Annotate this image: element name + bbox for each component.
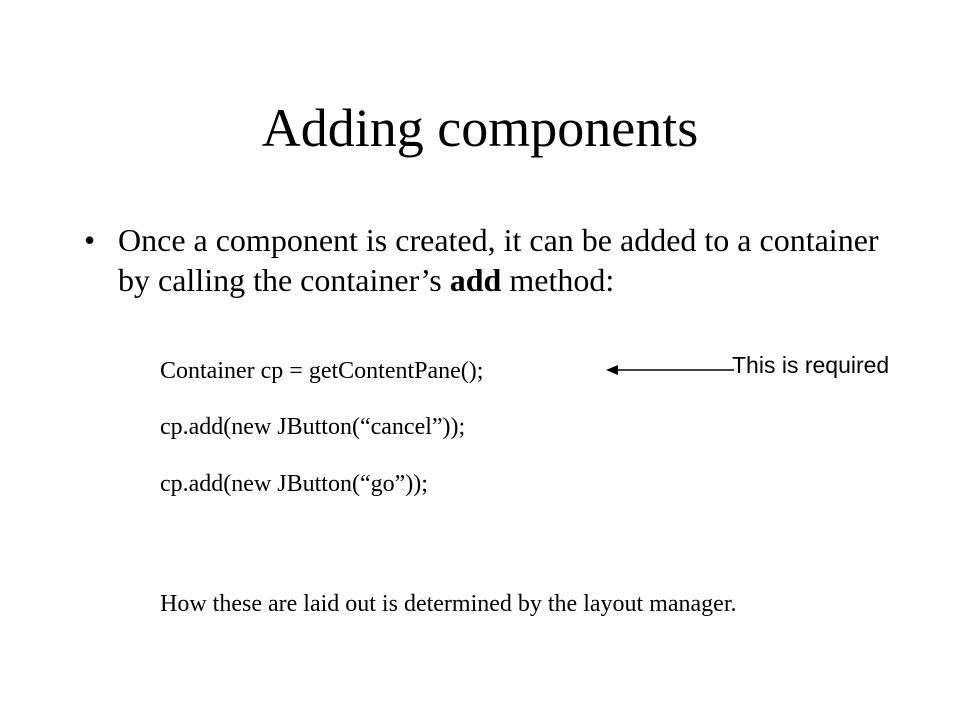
bullet-text-after: method:: [501, 262, 615, 298]
bullet-text-before: Once a component is created, it can be added to a container by calling the container’s: [118, 222, 879, 298]
code-line: cp.add(new JButton(“go”));: [160, 471, 428, 497]
code-line: cp.add(new JButton(“cancel”));: [160, 414, 466, 440]
bullet-text: [118, 220, 904, 300]
layout-note: How these are laid out is determined by the layout manager.: [160, 591, 737, 617]
bullet-icon: •: [84, 222, 96, 258]
slide-title: Adding components: [261, 98, 699, 158]
bullet-bold-word: add: [449, 262, 502, 298]
callout-label: This is required: [732, 352, 890, 378]
code-line: Container cp = getContentPane();: [160, 358, 484, 384]
left-arrow-icon: [604, 360, 738, 380]
bullet-item: [84, 220, 904, 300]
